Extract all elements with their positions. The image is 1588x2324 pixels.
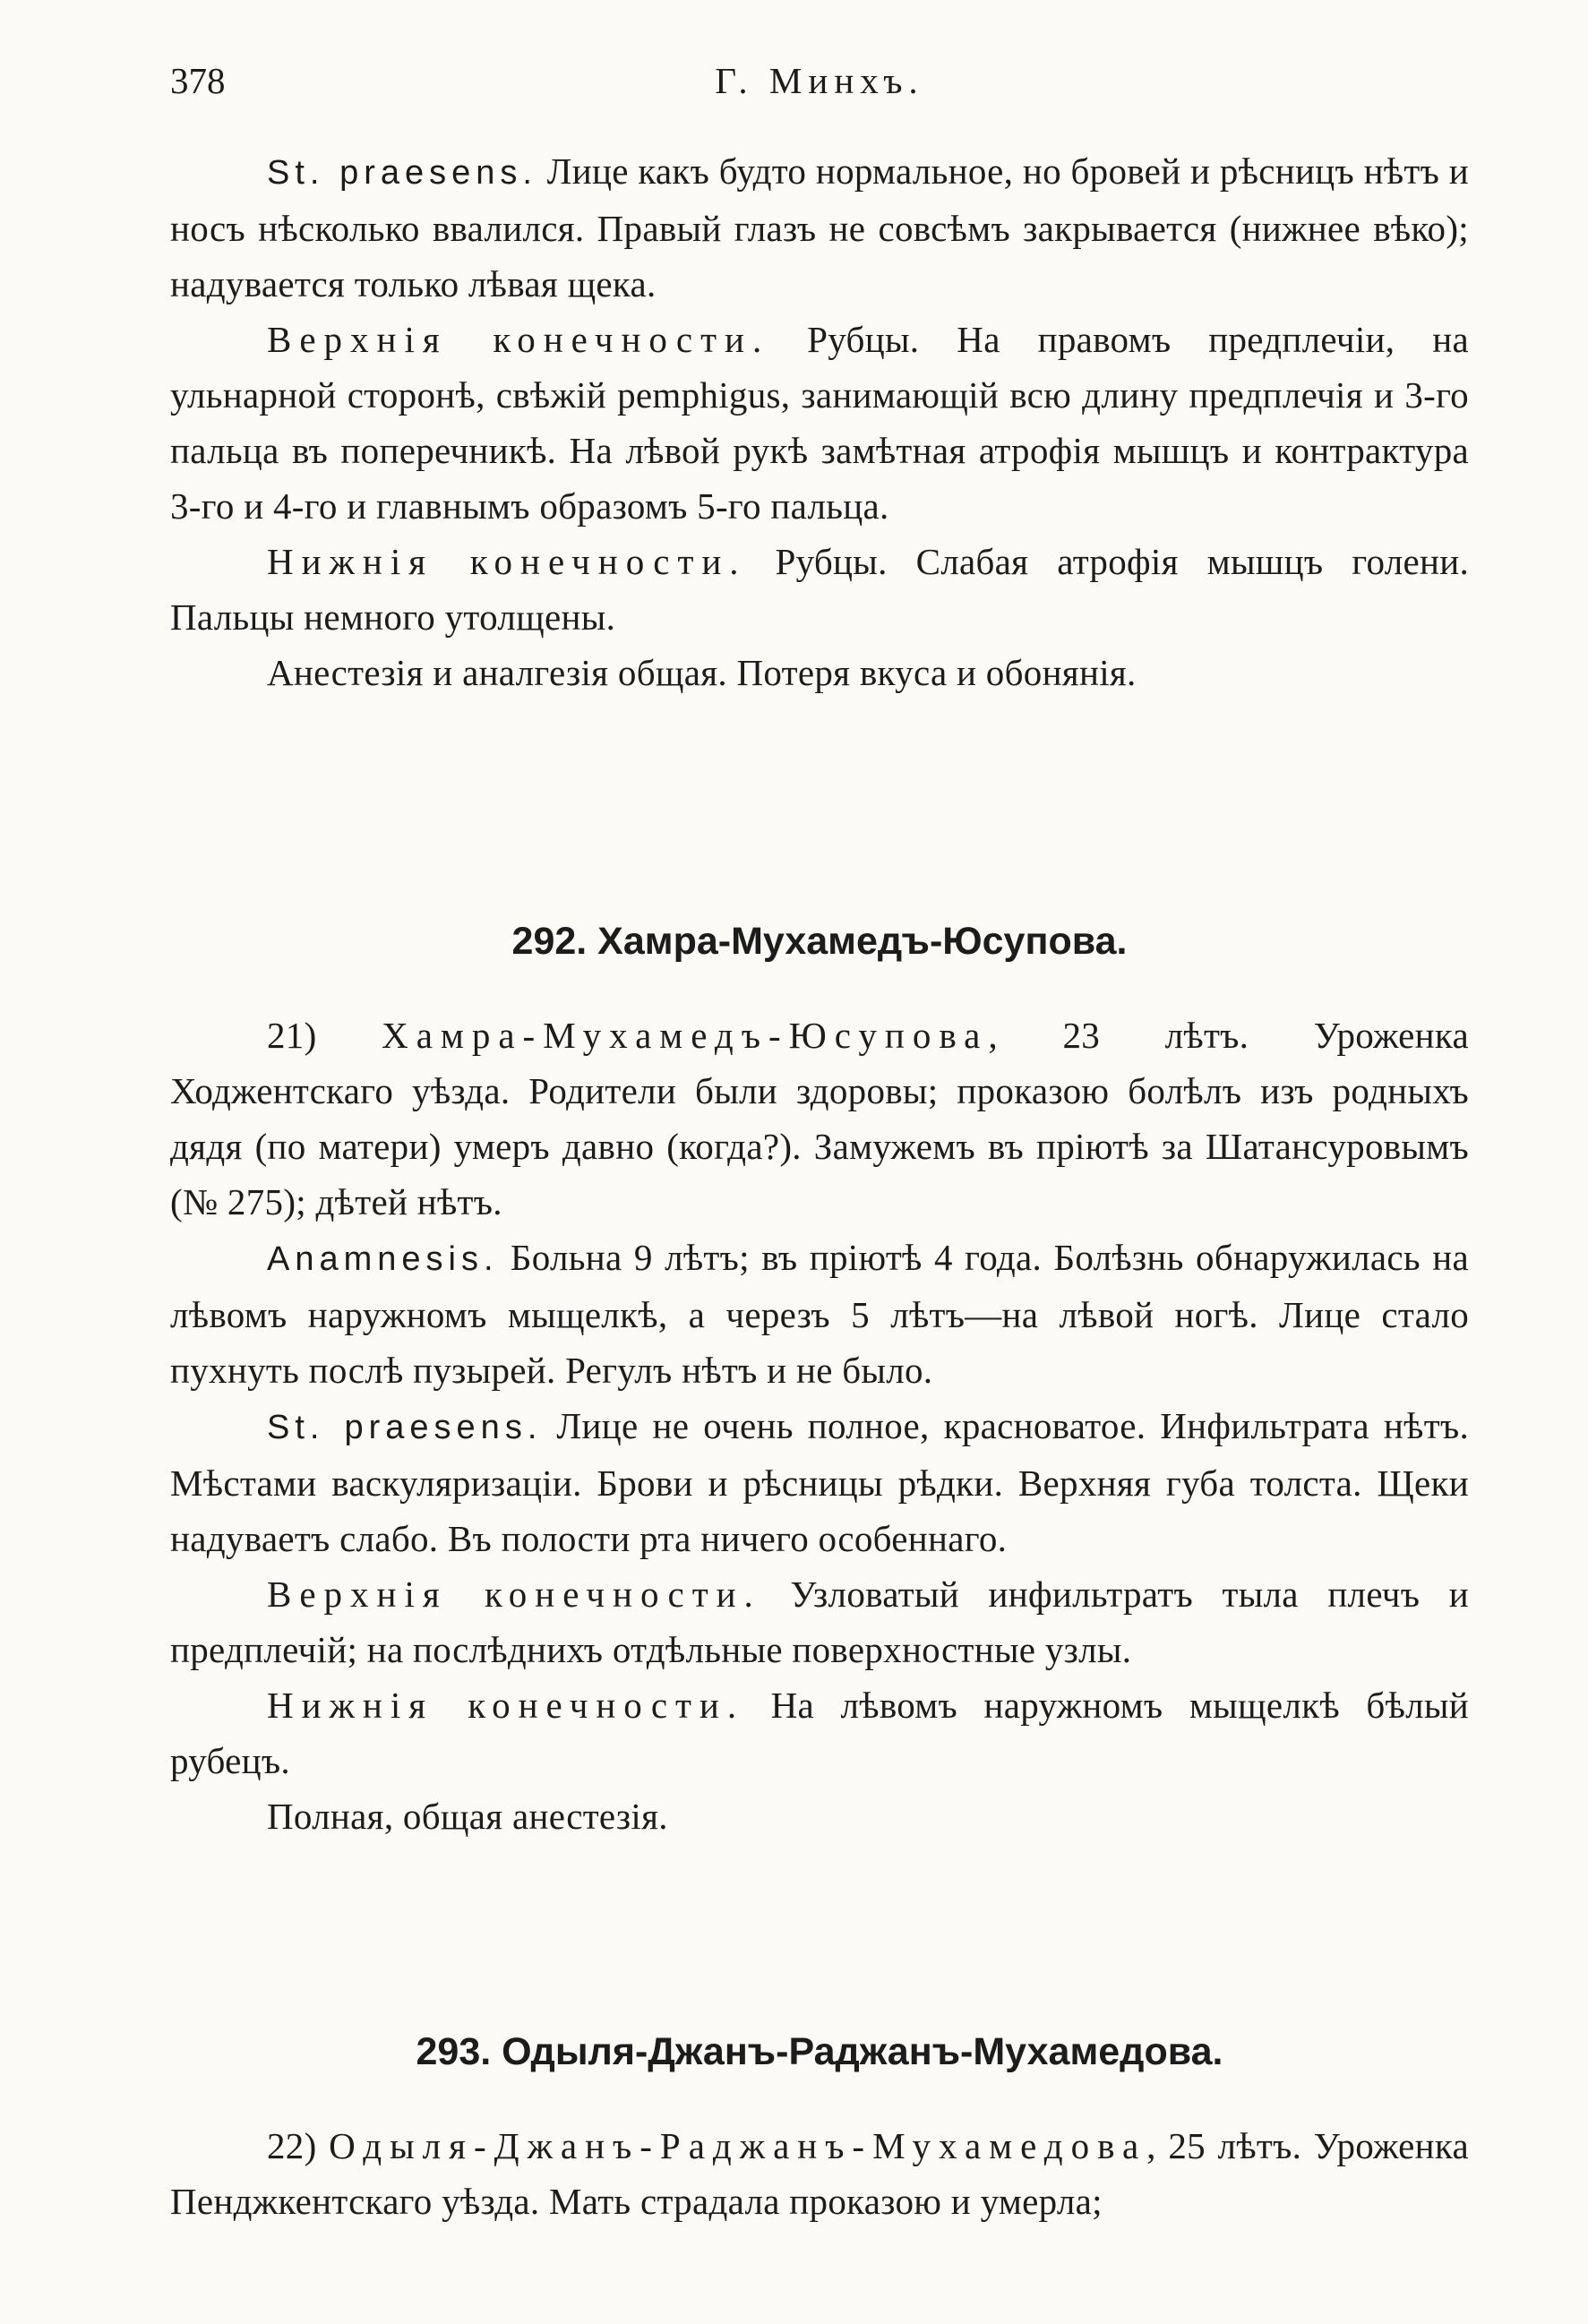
anesthesia-paragraph: Полная, общая анестезія. (267, 1796, 668, 1837)
lower-limbs-lead: Нижнія конечности. (267, 1685, 745, 1726)
patient-number: 21) (267, 1015, 382, 1056)
patient-name: Хамра-Мухамедъ-Юсупова (382, 1015, 989, 1056)
anamnesis-text: Больна 9 лѣтъ; въ пріютѣ 4 года. Болѣзнь обнаружилась на лѣвомъ наружномъ мыщелкѣ, а черезъ 5 лѣтъ—на лѣвой ногѣ. Лице стало пухнуть послѣ пузырей. Регулъ нѣтъ и не было. (170, 1237, 1469, 1391)
lower-limbs-text: На лѣвомъ наружномъ мыщелкѣ бѣлый рубецъ. (170, 1685, 1469, 1781)
lower-limbs-lead: Нижнія конечности. (267, 541, 747, 582)
upper-limbs-paragraph (170, 1566, 1469, 1677)
entry-292-heading-wrap (170, 913, 1469, 969)
lower-limbs-text: Рубцы. Слабая атрофія мышцъ голени. Пальцы немного утолщены. (170, 541, 1469, 638)
book-page (170, 54, 1469, 2222)
anesthesia-paragraph: Анестезія и аналгезія общая. Потеря вкуса и обонянія. (267, 652, 1137, 693)
status-praesens-paragraph (170, 143, 1469, 312)
page-number: 378 (170, 60, 226, 101)
entry-291-continuation (170, 143, 1469, 700)
running-title: Г. Минхъ. (715, 60, 924, 101)
entry-292-body (170, 1008, 1469, 1844)
upper-limbs-paragraph (170, 312, 1469, 534)
status-praesens-paragraph (170, 1398, 1469, 1566)
lower-limbs-paragraph (170, 534, 1469, 645)
patient-name: Одыля-Джанъ-Раджанъ-Мухамедова (329, 2125, 1147, 2166)
running-head (170, 54, 1469, 107)
status-praesens-lead: St. praesens. (267, 154, 537, 192)
entry-292-heading: 292. Хамра-Мухамедъ-Юсупова. (511, 920, 1128, 963)
entry-293-heading-wrap (170, 2024, 1469, 2080)
lower-limbs-paragraph (170, 1677, 1469, 1788)
upper-limbs-lead: Верхнія конечности. (267, 1574, 761, 1615)
anamnesis-paragraph (170, 1230, 1469, 1398)
status-praesens-text: Лице не очень полное, красноватое. Инфильтрата нѣтъ. Мѣстами васкуляризаціи. Брови и рѣсницы рѣдки. Верхняя губа толста. Щеки надуваетъ слабо. Въ полости рта ничего особеннаго. (170, 1405, 1469, 1559)
patient-number: 22) (267, 2125, 330, 2166)
upper-limbs-lead: Верхнія конечности. (267, 319, 770, 360)
entry-293-body (170, 2118, 1469, 2229)
entry-293-heading: 293. Одыля-Джанъ-Раджанъ-Мухамедова. (416, 2030, 1223, 2073)
anamnesis-lead: Anamnesis. (267, 1240, 499, 1278)
patient-intro-text: , 23 лѣтъ. Уроженка Ходжентскаго уѣзда. Родители были здоровы; проказою болѣлъ изъ родныхъ дядя (по матери) умеръ давно (когда?). Замужемъ въ пріютѣ за Шатансуровымъ (№ 275); дѣтей нѣтъ. (170, 1015, 1469, 1222)
patient-intro-text: , 25 лѣтъ. Уроженка Пенджкентскаго уѣзда. Мать страдала проказою и умерла; (170, 2125, 1469, 2222)
upper-limbs-text: Узловатый инфильтратъ тыла плечъ и предплечій; на послѣднихъ отдѣльные поверхностные узлы. (170, 1574, 1469, 1670)
patient-intro-paragraph (170, 1008, 1469, 1230)
patient-intro-paragraph (170, 2118, 1469, 2229)
upper-limbs-text: Рубцы. На правомъ предплечіи, на ульнарной сторонѣ, свѣжій pemphigus, занимающій всю длину предплечія и 3-го пальца въ поперечникѣ. На лѣвой рукѣ замѣтная атрофія мышцъ и контрактура 3-го и 4-го и главнымъ образомъ 5-го пальца. (170, 319, 1469, 527)
status-praesens-text: Лице какъ будто нормальное, но бровей и рѣсницъ нѣтъ и носъ нѣсколько ввалился. Правый глазъ не совсѣмъ закрывается (нижнее вѣко); надувается только лѣвая щека. (170, 150, 1469, 304)
status-praesens-lead: St. praesens. (267, 1409, 543, 1446)
